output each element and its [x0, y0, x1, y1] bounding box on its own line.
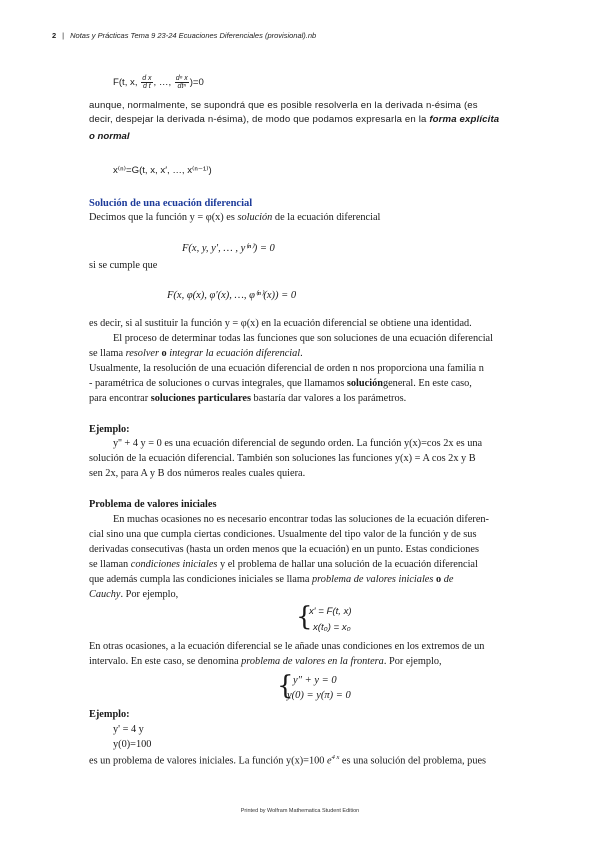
para1-line1: aunque, normalmente, se supondrá que es posible resolverla en la derivada n-ésima (es — [89, 100, 478, 111]
solution-line6-b: general. En este caso, — [382, 378, 472, 389]
solution-line4-end: . — [300, 348, 303, 359]
solution-emph: solución — [237, 212, 273, 223]
ivp-line5-de: de — [443, 574, 454, 585]
implicit-equation — [113, 75, 204, 90]
solution-line4-o: o — [161, 348, 167, 359]
explicit-equation: x⁽ⁿ⁾=G(t, x, x′, …, x⁽ⁿ⁻¹⁾) — [113, 165, 212, 176]
example1-line1: y'' + 4 y = 0 es una ecuación diferencial de segundo orden. La función y(x)=cos 2x es una — [113, 438, 483, 449]
page-header — [52, 31, 316, 40]
solution-line2: es decir, si al sustituir la función y = φ(x) en la ecuación diferencial se obtiene una identidad. — [89, 318, 472, 329]
solution-line4 — [89, 348, 303, 359]
exp-base: e — [327, 755, 332, 767]
solution-line7-a: para encontrar — [89, 393, 149, 404]
integrar-emph: integrar la ecuación diferencial — [169, 348, 301, 359]
solution-line6 — [89, 378, 472, 389]
solution-condition-intro: si se cumple que — [89, 260, 158, 271]
problema-frontera-emph: problema de valores en la frontera — [241, 656, 384, 667]
print-footer: Printed by Wolfram Mathematica Student Edition — [240, 808, 360, 814]
fraction-dnx-dtn — [175, 75, 189, 90]
system1-row2: x(t₀) = x₀ — [313, 622, 351, 633]
ode-substitution-equation: F(x, φ(x), φ′(x), …, φ⁽ⁿ⁾(x)) = 0 — [167, 290, 297, 301]
solution-line1-a: Decimos que la función y = φ(x) es — [89, 212, 235, 223]
ode-general-equation: F(x, y, y′, … , y⁽ⁿ⁾) = 0 — [182, 243, 275, 254]
example2-label: Ejemplo: — [89, 709, 130, 720]
exp-power: 4 x — [331, 754, 340, 761]
ivp-line5 — [89, 574, 453, 585]
fraction-dx-dt — [141, 75, 152, 90]
header-separator: | — [62, 31, 65, 40]
solution-line1-b: de la ecuación diferencial — [274, 212, 381, 223]
ivp-line5-a: que además cumpla las condiciones iniciales se llama — [89, 574, 310, 585]
solution-line4-a: se llama — [89, 348, 124, 359]
example1-line3: sen 2x, para A y B dos números reales cuales quiera. — [89, 468, 306, 479]
para1-line2-text: decir, despejar la derivada n-ésima), de modo que podamos expresarla en la — [89, 114, 427, 125]
ivp-line5-o: o — [435, 574, 442, 585]
notebook-title: Notas y Prácticas Tema 9 23-24 Ecuaciones Diferenciales (provisional).nb — [70, 31, 317, 40]
solution-line7-b: bastaría dar valores a los parámetros. — [253, 393, 407, 404]
example1-line2: solución de la ecuación diferencial. También son soluciones las funciones y(x) = A cos 2x y B — [89, 453, 476, 464]
ivp-line8-b: . Por ejemplo, — [383, 656, 442, 667]
implicit-eq-tail: )=0 — [189, 77, 204, 89]
frac1-den: d t — [142, 83, 151, 90]
example2-last-b: es una solución del problema, pues — [341, 755, 487, 767]
forma-explicita-emph: forma explícita — [429, 114, 500, 125]
system1-row1: x′ = F(t, x) — [309, 606, 352, 617]
ivp-line2: cial sino una que cumpla ciertas condiciones. Usualmente del tipo valor de la función y de sus — [89, 529, 477, 540]
solution-line5: Usualmente, la resolución de una ecuación diferencial de orden n nos proporciona una familia n — [89, 363, 484, 374]
example1-label: Ejemplo: — [89, 424, 130, 435]
solution-line3: El proceso de determinar todas las funciones que son soluciones de una ecuación diferencial — [113, 333, 493, 344]
frac2-den: dtⁿ — [177, 83, 186, 90]
example2-last-line — [89, 754, 486, 766]
example2-last-a: es un problema de valores iniciales. La función y(x)=100 — [89, 755, 325, 767]
ivp-line8 — [89, 656, 442, 667]
ivp-line4 — [89, 559, 478, 570]
system1-brace: { — [296, 602, 313, 632]
system2-row2: y(0) = y(π) = 0 — [287, 690, 351, 701]
soluciones-particulares-bold: soluciones particulares — [150, 393, 251, 404]
example2-eq1: y' = 4 y — [113, 724, 144, 735]
para1-line2 — [89, 114, 499, 125]
resolver-emph: resolver — [125, 348, 159, 359]
ivp-line6 — [89, 589, 178, 600]
ivp-line3: derivadas consecutivas (hasta un orden menos que la ecuación) en un punto. Estas condiciones — [89, 544, 480, 555]
ivp-line8-a: intervalo. En este caso, se denomina — [89, 656, 239, 667]
implicit-eq-lead: F(t, x, — [113, 77, 138, 89]
ivp-line1: En muchas ocasiones no es necesario encontrar todas las soluciones de la ecuación diferen- — [113, 514, 489, 525]
frac1-num: d x — [142, 75, 152, 82]
section-heading-ivp: Problema de valores iniciales — [89, 499, 217, 510]
problema-valores-iniciales-emph: problema de valores iniciales — [312, 574, 434, 585]
condiciones-iniciales-emph: condiciones iniciales — [130, 559, 218, 570]
system2-brace: { — [277, 671, 294, 701]
ivp-line4-b: y el problema de hallar una solución de la ecuación diferencial — [219, 559, 478, 570]
frac2-num: dⁿ x — [175, 75, 188, 82]
page-number: 2 — [52, 31, 57, 40]
solution-line1 — [89, 212, 380, 223]
ivp-line4-a: se llaman — [89, 559, 129, 570]
ivp-line6-b: . Por ejemplo, — [120, 589, 179, 600]
system2-row1: y″ + y = 0 — [293, 675, 337, 686]
example2-eq2: y(0)=100 — [113, 739, 152, 750]
section-heading-solution: Solución de una ecuación diferencial — [89, 198, 253, 209]
implicit-eq-dots: , …, — [153, 77, 172, 89]
para1-line3: o normal — [89, 131, 130, 142]
ivp-line7: En otras ocasiones, a la ecuación diferencial se le añade unas condiciones en los extremos de un — [89, 641, 485, 652]
solution-line7 — [89, 393, 406, 404]
cauchy-emph: Cauchy — [89, 589, 121, 600]
solution-line6-a: - paramétrica de soluciones o curvas integrales, que llamamos — [89, 378, 345, 389]
solucion-bold: solución — [346, 378, 383, 389]
